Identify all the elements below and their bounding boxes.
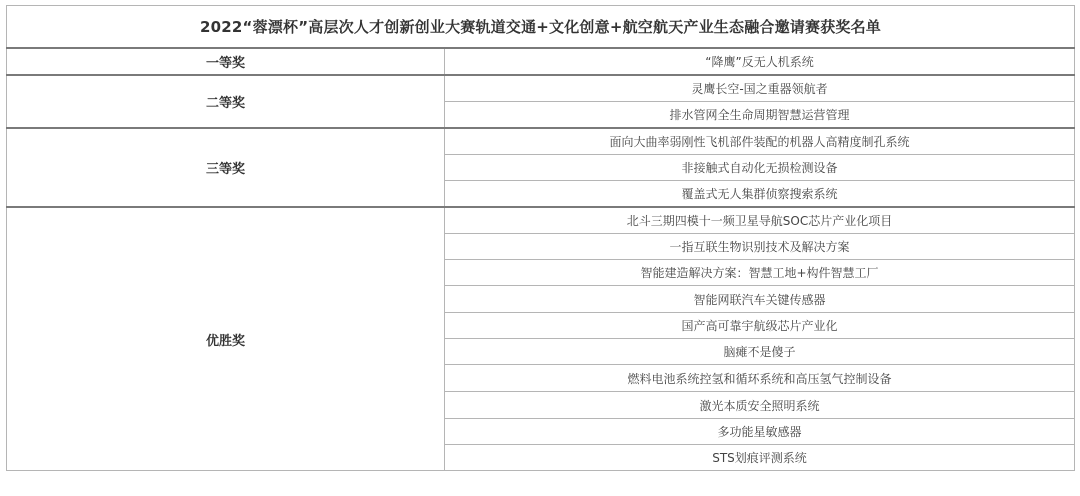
project-cell: 排水管网全生命周期智慧运营管理 — [445, 102, 1075, 129]
project-cell: 灵鹰长空-国之重器领航者 — [445, 75, 1075, 102]
project-cell: 燃料电池系统控氢和循环系统和高压氢气控制设备 — [445, 365, 1075, 392]
project-cell: 覆盖式无人集群侦察搜索系统 — [445, 181, 1075, 208]
project-cell: 智能建造解决方案：智慧工地+构件智慧工厂 — [445, 260, 1075, 286]
project-cell: 脑瘫不是傻子 — [445, 339, 1075, 365]
project-cell: 非接触式自动化无损检测设备 — [445, 155, 1075, 181]
table-row — [7, 75, 1075, 102]
project-cell: “降鹰”反无人机系统 — [445, 48, 1075, 75]
project-cell: 多功能星敏感器 — [445, 419, 1075, 445]
table-row — [7, 128, 1075, 155]
tier-first-prize: 一等奖 — [7, 48, 445, 75]
tier-third-prize: 三等奖 — [7, 128, 445, 207]
table-title: 2022“蓉漂杯”高层次人才创新创业大赛轨道交通+文化创意+航空航天产业生态融合邀请赛获奖名单 — [7, 6, 1075, 49]
project-cell: 一指互联生物识别技术及解决方案 — [445, 234, 1075, 260]
table-row — [7, 48, 1075, 75]
project-cell: 国产高可靠宇航级芯片产业化 — [445, 313, 1075, 339]
project-cell: STS划痕评测系统 — [445, 445, 1075, 471]
project-cell: 北斗三期四模十一频卫星导航SOC芯片产业化项目 — [445, 207, 1075, 234]
project-cell: 激光本质安全照明系统 — [445, 392, 1075, 419]
project-cell: 智能网联汽车关键传感器 — [445, 286, 1075, 313]
tier-second-prize: 二等奖 — [7, 75, 445, 128]
tier-excellence-prize: 优胜奖 — [7, 207, 445, 471]
award-table — [6, 5, 1075, 471]
table-row — [7, 207, 1075, 234]
title-row — [7, 6, 1075, 49]
project-cell: 面向大曲率弱刚性飞机部件装配的机器人高精度制孔系统 — [445, 128, 1075, 155]
